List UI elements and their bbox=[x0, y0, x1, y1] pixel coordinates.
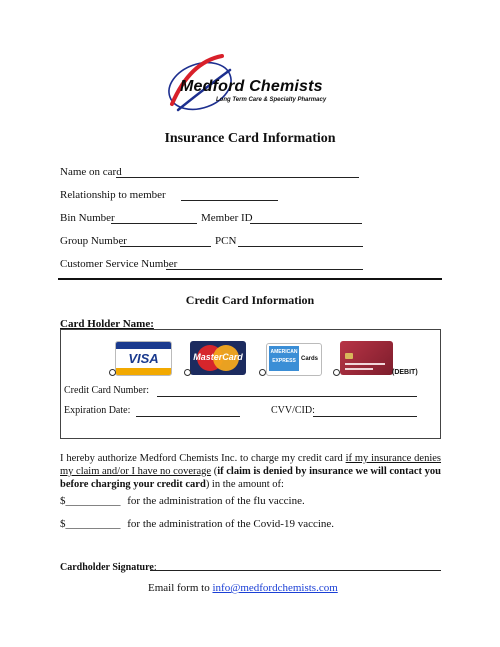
authorization-underlined: if my insurance denies my claim and/or I have no coverage bbox=[60, 453, 442, 477]
debit-radio[interactable] bbox=[333, 369, 340, 376]
amex-label-mid: EXPRESS bbox=[272, 358, 296, 364]
signature-field[interactable] bbox=[150, 570, 441, 571]
authorization-part2: ( bbox=[211, 466, 218, 477]
expiration-label: Expiration Date: bbox=[64, 405, 131, 416]
relationship-field[interactable] bbox=[181, 200, 278, 201]
expiration-field[interactable] bbox=[136, 416, 240, 417]
amex-label-side: Cards bbox=[301, 356, 319, 362]
name-on-card-label: Name on card bbox=[60, 166, 122, 178]
debit-card-logo bbox=[340, 341, 393, 375]
bin-number-label: Bin Number bbox=[60, 212, 115, 224]
logo-name: Medford Chemists bbox=[180, 78, 323, 95]
authorization-bold: if claim is denied by insurance we will contact you before charging your credit card bbox=[60, 466, 441, 490]
signature-label: Cardholder Signature bbox=[60, 562, 154, 573]
customer-service-label: Customer Service Number bbox=[60, 258, 178, 270]
visa-card-logo bbox=[115, 341, 172, 376]
mastercard-logo bbox=[190, 341, 246, 375]
card-holder-name-label: Card Holder Name: bbox=[60, 318, 154, 330]
mastercard-label: MasterCard bbox=[193, 352, 243, 362]
card-number-label: Credit Card Number: bbox=[64, 385, 149, 396]
group-number-label: Group Number bbox=[60, 235, 127, 247]
member-id-field[interactable] bbox=[250, 223, 362, 224]
pcn-field[interactable] bbox=[238, 246, 363, 247]
visa-radio[interactable] bbox=[109, 369, 116, 376]
pcn-label: PCN bbox=[215, 235, 237, 247]
authorization-part1: I hereby authorize Medford Chemists Inc. to charge my credit card bbox=[60, 453, 346, 464]
authorization-text bbox=[60, 452, 441, 491]
section-divider bbox=[58, 278, 442, 280]
flu-amount-text: for the administration of the flu vaccine. bbox=[127, 495, 305, 507]
amex-radio[interactable] bbox=[259, 369, 266, 376]
page-title: Insurance Card Information bbox=[164, 131, 336, 146]
amex-card-logo bbox=[266, 343, 322, 376]
group-number-field[interactable] bbox=[120, 246, 211, 247]
signature-row bbox=[60, 562, 157, 573]
customer-service-field[interactable] bbox=[166, 269, 363, 270]
member-id-label: Member ID bbox=[201, 212, 253, 224]
cvv-label: CVV/CID: bbox=[271, 405, 315, 416]
cvv-field[interactable] bbox=[313, 416, 417, 417]
covid-amount-field[interactable]: $__________ bbox=[60, 518, 121, 530]
amex-label-top: AMERICAN bbox=[270, 349, 298, 355]
relationship-label: Relationship to member bbox=[60, 189, 166, 201]
card-number-field[interactable] bbox=[157, 396, 417, 397]
debit-label: (DEBIT) bbox=[392, 369, 418, 376]
visa-label: VISA bbox=[128, 351, 159, 366]
flu-amount-row bbox=[60, 495, 305, 507]
flu-amount-field[interactable]: $__________ bbox=[60, 495, 121, 507]
mastercard-radio[interactable] bbox=[184, 369, 191, 376]
email-link[interactable]: info@medfordchemists.com bbox=[212, 582, 338, 594]
logo-tagline: Long Term Care & Specialty Pharmacy bbox=[216, 97, 327, 103]
authorization-part3: ) in the amount of: bbox=[205, 479, 284, 490]
signature-colon: : bbox=[153, 562, 157, 573]
covid-amount-text: for the administration of the Covid-19 vaccine. bbox=[127, 518, 335, 530]
credit-card-title: Credit Card Information bbox=[185, 293, 315, 307]
email-row bbox=[148, 582, 338, 594]
bin-number-field[interactable] bbox=[111, 223, 197, 224]
covid-amount-row bbox=[60, 518, 334, 530]
company-logo bbox=[160, 52, 340, 122]
email-prefix: Email form to bbox=[148, 582, 213, 594]
name-on-card-field[interactable] bbox=[116, 177, 359, 178]
